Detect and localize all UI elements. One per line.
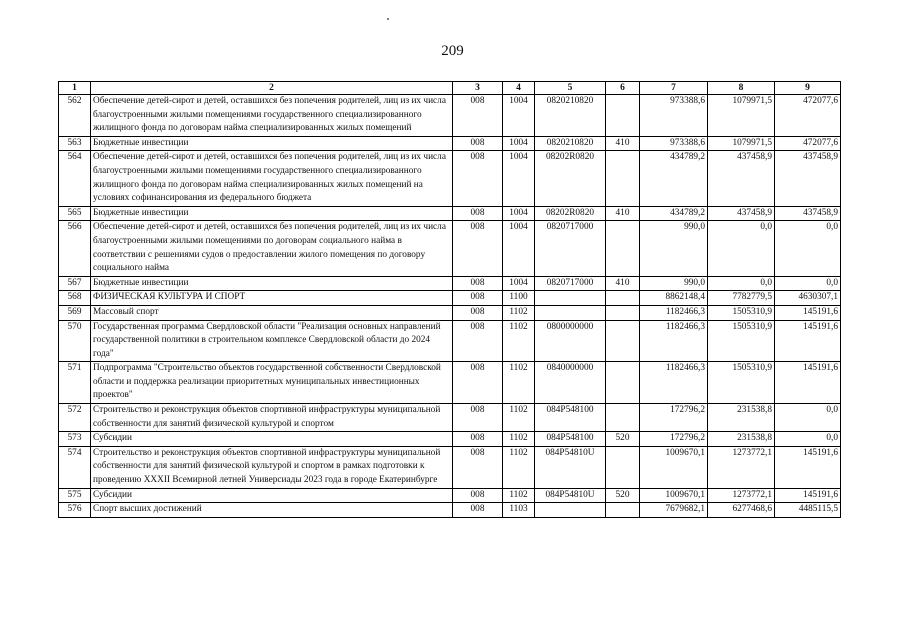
amount-year-2: 0,0	[708, 221, 775, 276]
expense-type-code	[606, 404, 640, 432]
ministry-code: 008	[453, 305, 503, 320]
target-article-code: 08202R0820	[535, 151, 606, 206]
table-row	[59, 136, 841, 151]
row-name: Государственная программа Свердловской области "Реализация основных направлений государственной политики в строительном комплексе Свердловской области до 2024 года"	[91, 320, 453, 362]
target-article-code: 084P54810U	[535, 446, 606, 488]
amount-year-2: 1273772,1	[708, 488, 775, 503]
table-row	[59, 320, 841, 362]
expense-type-code	[606, 320, 640, 362]
table-row	[59, 151, 841, 206]
column-header-2: 2	[91, 82, 453, 95]
expense-type-code: 410	[606, 276, 640, 291]
section-code: 1004	[503, 136, 535, 151]
amount-year-3: 437458,9	[775, 151, 841, 206]
amount-year-3: 145191,6	[775, 320, 841, 362]
section-code: 1100	[503, 291, 535, 306]
page-number: 209	[441, 43, 464, 59]
amount-year-2: 1079971,5	[708, 136, 775, 151]
section-code: 1102	[503, 446, 535, 488]
amount-year-2: 0,0	[708, 276, 775, 291]
ministry-code: 008	[453, 404, 503, 432]
table-row	[59, 488, 841, 503]
table-row	[59, 206, 841, 221]
row-number: 567	[59, 276, 91, 291]
column-header-9: 9	[775, 82, 841, 95]
section-code: 1102	[503, 488, 535, 503]
section-code: 1102	[503, 432, 535, 447]
row-name: Подпрограмма "Строительство объектов государственной собственности Свердловской области и поддержка реализации приоритетных муниципальных инвестиционных проектов"	[91, 362, 453, 404]
table-row	[59, 446, 841, 488]
row-number: 563	[59, 136, 91, 151]
expense-type-code	[606, 291, 640, 306]
table-row	[59, 362, 841, 404]
ministry-code: 008	[453, 488, 503, 503]
amount-year-2: 231538,8	[708, 432, 775, 447]
target-article-code: 0820717000	[535, 276, 606, 291]
amount-year-1: 434789,2	[640, 151, 708, 206]
ministry-code: 008	[453, 95, 503, 137]
amount-year-2: 231538,8	[708, 404, 775, 432]
section-code: 1102	[503, 320, 535, 362]
amount-year-3: 4630307,1	[775, 291, 841, 306]
target-article-code: 0820210820	[535, 95, 606, 137]
ministry-code: 008	[453, 136, 503, 151]
amount-year-3: 0,0	[775, 432, 841, 447]
amount-year-3: 0,0	[775, 404, 841, 432]
amount-year-2: 1273772,1	[708, 446, 775, 488]
row-name: ФИЗИЧЕСКАЯ КУЛЬТУРА И СПОРТ	[91, 291, 453, 306]
amount-year-1: 1009670,1	[640, 488, 708, 503]
amount-year-2: 437458,9	[708, 151, 775, 206]
section-code: 1004	[503, 276, 535, 291]
amount-year-1: 172796,2	[640, 404, 708, 432]
amount-year-1: 8862148,4	[640, 291, 708, 306]
section-code: 1004	[503, 151, 535, 206]
scan-speck	[387, 18, 389, 20]
amount-year-3: 145191,6	[775, 488, 841, 503]
amount-year-2: 6277468,6	[708, 503, 775, 518]
row-name: Строительство и реконструкция объектов спортивной инфраструктуры муниципальной собственности для занятий физической культурой и спортом	[91, 404, 453, 432]
amount-year-2: 1505310,9	[708, 305, 775, 320]
row-number: 562	[59, 95, 91, 137]
expense-type-code: 520	[606, 432, 640, 447]
amount-year-1: 973388,6	[640, 95, 708, 137]
row-number: 574	[59, 446, 91, 488]
section-code: 1004	[503, 221, 535, 276]
target-article-code: 084P548100	[535, 432, 606, 447]
section-code: 1102	[503, 362, 535, 404]
expense-type-code: 410	[606, 136, 640, 151]
expense-type-code	[606, 95, 640, 137]
table-row	[59, 404, 841, 432]
ministry-code: 008	[453, 446, 503, 488]
row-number: 572	[59, 404, 91, 432]
section-code: 1102	[503, 305, 535, 320]
ministry-code: 008	[453, 432, 503, 447]
amount-year-3: 437458,9	[775, 206, 841, 221]
amount-year-1: 990,0	[640, 221, 708, 276]
table-row	[59, 432, 841, 447]
target-article-code	[535, 305, 606, 320]
table-row	[59, 276, 841, 291]
target-article-code	[535, 291, 606, 306]
row-number: 576	[59, 503, 91, 518]
amount-year-1: 1182466,3	[640, 362, 708, 404]
row-name: Обеспечение детей-сирот и детей, оставшихся без попечения родителей, лиц из их числа благоустроенными жилыми помещениями государственного специализированного жилищного фонда по договорам найма специализированных жилых помещений	[91, 95, 453, 137]
amount-year-1: 973388,6	[640, 136, 708, 151]
section-code: 1004	[503, 206, 535, 221]
row-name: Субсидии	[91, 432, 453, 447]
amount-year-1: 172796,2	[640, 432, 708, 447]
target-article-code: 0800000000	[535, 320, 606, 362]
section-code: 1004	[503, 95, 535, 137]
section-code: 1103	[503, 503, 535, 518]
row-name: Строительство и реконструкция объектов спортивной инфраструктуры муниципальной собственности для занятий физической культурой и спортом в рамках подготовки к проведению XXXII Всемирной летней Универсиады 2023 года в городе Екатеринбурге	[91, 446, 453, 488]
column-header-5: 5	[535, 82, 606, 95]
row-name: Спорт высших достижений	[91, 503, 453, 518]
column-header-row	[59, 82, 841, 95]
amount-year-3: 145191,6	[775, 362, 841, 404]
table-row	[59, 503, 841, 518]
column-header-1: 1	[59, 82, 91, 95]
amount-year-3: 4485115,5	[775, 503, 841, 518]
section-code: 1102	[503, 404, 535, 432]
amount-year-1: 1182466,3	[640, 305, 708, 320]
row-number: 569	[59, 305, 91, 320]
expense-type-code: 520	[606, 488, 640, 503]
table-row	[59, 291, 841, 306]
row-name: Бюджетные инвестиции	[91, 206, 453, 221]
ministry-code: 008	[453, 291, 503, 306]
ministry-code: 008	[453, 503, 503, 518]
amount-year-2: 1505310,9	[708, 362, 775, 404]
amount-year-1: 434789,2	[640, 206, 708, 221]
amount-year-1: 7679682,1	[640, 503, 708, 518]
amount-year-2: 7782779,5	[708, 291, 775, 306]
expense-type-code	[606, 151, 640, 206]
column-header-8: 8	[708, 82, 775, 95]
ministry-code: 008	[453, 362, 503, 404]
column-header-7: 7	[640, 82, 708, 95]
expense-type-code	[606, 362, 640, 404]
table-row	[59, 221, 841, 276]
row-number: 568	[59, 291, 91, 306]
row-number: 566	[59, 221, 91, 276]
expense-type-code	[606, 221, 640, 276]
target-article-code	[535, 503, 606, 518]
column-header-6: 6	[606, 82, 640, 95]
target-article-code: 08202R0820	[535, 206, 606, 221]
row-name: Обеспечение детей-сирот и детей, оставшихся без попечения родителей, лиц из их числа благоустроенными жилыми помещениями государственного специализированного жилищного фонда по договорам найма специализированных жилых помещений на условиях софинансирования из федерального бюджета	[91, 151, 453, 206]
row-number: 573	[59, 432, 91, 447]
budget-table	[58, 81, 841, 518]
amount-year-1: 1182466,3	[640, 320, 708, 362]
table-row	[59, 305, 841, 320]
table-row	[59, 95, 841, 137]
amount-year-1: 1009670,1	[640, 446, 708, 488]
ministry-code: 008	[453, 221, 503, 276]
row-number: 565	[59, 206, 91, 221]
target-article-code: 0820210820	[535, 136, 606, 151]
ministry-code: 008	[453, 320, 503, 362]
ministry-code: 008	[453, 151, 503, 206]
target-article-code: 084P54810U	[535, 488, 606, 503]
amount-year-2: 437458,9	[708, 206, 775, 221]
row-name: Бюджетные инвестиции	[91, 276, 453, 291]
row-number: 570	[59, 320, 91, 362]
target-article-code: 0840000000	[535, 362, 606, 404]
amount-year-2: 1505310,9	[708, 320, 775, 362]
row-number: 575	[59, 488, 91, 503]
expense-type-code	[606, 446, 640, 488]
target-article-code: 084P548100	[535, 404, 606, 432]
row-name: Бюджетные инвестиции	[91, 136, 453, 151]
amount-year-3: 145191,6	[775, 446, 841, 488]
table-body	[59, 95, 841, 518]
amount-year-3: 145191,6	[775, 305, 841, 320]
row-number: 571	[59, 362, 91, 404]
row-name: Массовый спорт	[91, 305, 453, 320]
expense-type-code	[606, 503, 640, 518]
column-header-4: 4	[503, 82, 535, 95]
ministry-code: 008	[453, 276, 503, 291]
amount-year-3: 0,0	[775, 276, 841, 291]
ministry-code: 008	[453, 206, 503, 221]
amount-year-3: 472077,6	[775, 136, 841, 151]
amount-year-3: 0,0	[775, 221, 841, 276]
row-name: Субсидии	[91, 488, 453, 503]
target-article-code: 0820717000	[535, 221, 606, 276]
expense-type-code: 410	[606, 206, 640, 221]
row-number: 564	[59, 151, 91, 206]
amount-year-2: 1079971,5	[708, 95, 775, 137]
expense-type-code	[606, 305, 640, 320]
amount-year-1: 990,0	[640, 276, 708, 291]
row-name: Обеспечение детей-сирот и детей, оставшихся без попечения родителей, лиц из их числа благоустроенными жилыми помещениями по договорам социального найма в соответствии с решениями судов о предоставлении жилого помещения по договору социального найма	[91, 221, 453, 276]
column-header-3: 3	[453, 82, 503, 95]
amount-year-3: 472077,6	[775, 95, 841, 137]
